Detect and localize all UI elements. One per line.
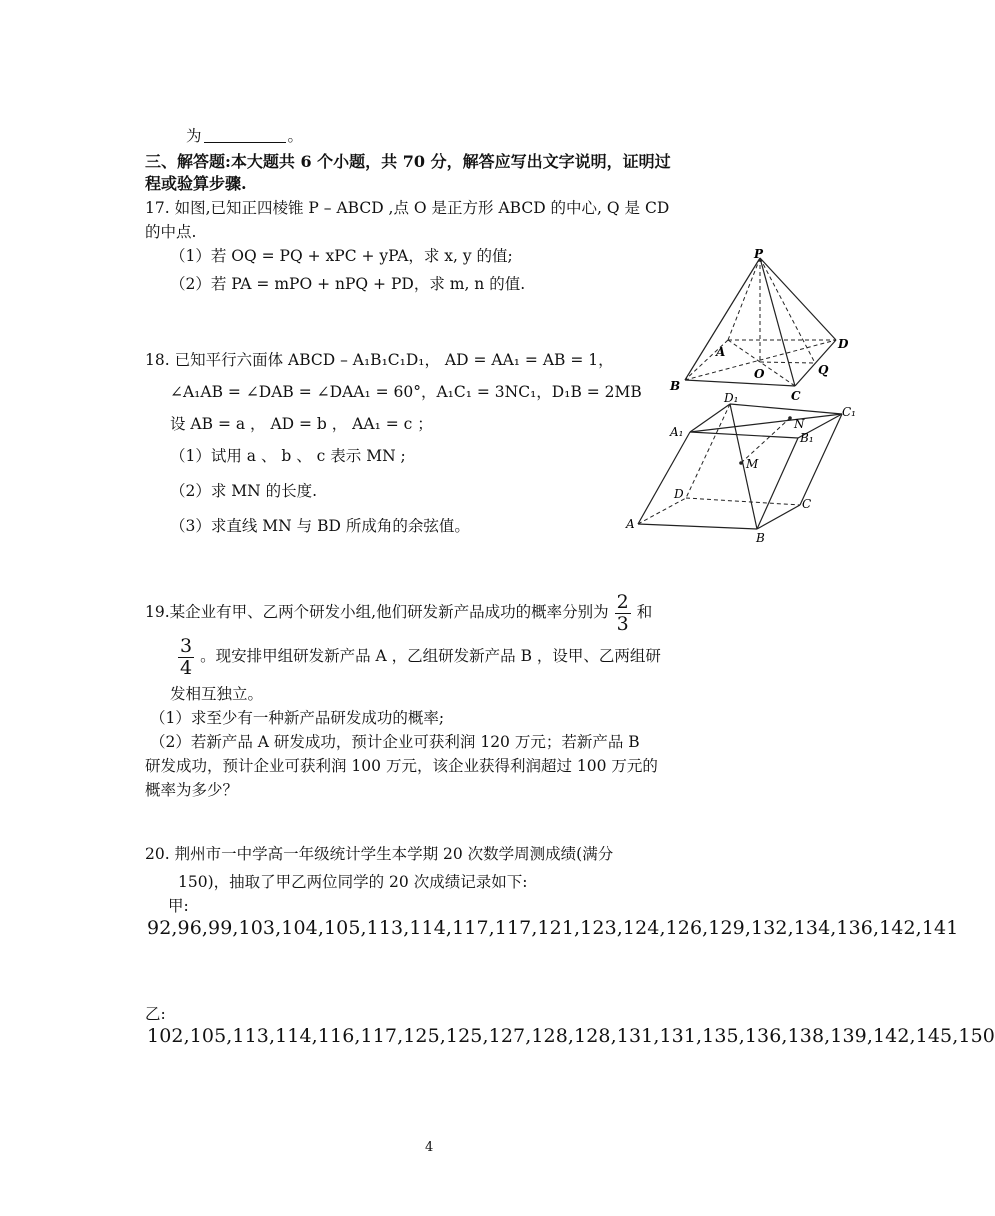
q17-part1: （1）若 OQ = PQ + xPC + yPA，求 x, y 的值; [170,247,513,265]
label-B1: B₁ [800,431,814,445]
page-number: 4 [425,1140,434,1155]
pyramid-figure [660,244,860,404]
label-D: D [838,337,849,351]
denominator: 4 [180,656,193,679]
q20-stem: 20. 荆州市一中学高一年级统计学生本学期 20 次数学周测成绩(满分 [145,845,614,863]
q19-stem-cont [170,634,661,679]
label-B: B [670,379,681,393]
text: 。现安排甲组研发新产品 A ，乙组研发新产品 B ，设甲、乙两组研 [200,647,661,665]
numerator: 2 [616,590,629,613]
jia-scores: 92,96,99,103,104,105,113,114,117,117,121,123,124,126,129,132,134,136,142,141 [147,917,959,939]
text: 和 [636,603,653,621]
denominator: 3 [616,612,629,635]
q18-part2: （2）求 MN 的长度. [170,482,318,500]
q19-part2: （2）若新产品 A 研发成功，预计企业可获利润 120 万元；若新产品 B [150,733,640,751]
label-C1: C₁ [842,405,856,419]
section-heading-cont: 程或验算步骤. [145,174,247,193]
label-O: O [754,367,765,381]
section-heading: 三、解答题:本大题共 6 个小题，共 70 分，解答应写出文字说明，证明过 [145,152,671,171]
numerator: 3 [180,634,193,657]
label-D: D [674,487,684,501]
q17-stem: 17. 如图,已知正四棱锥 P – ABCD ,点 O 是正方形 ABCD 的中心, Q 是 CD [145,199,670,217]
q17-stem-cont: 的中点. [145,223,197,241]
q18-vectors: 设 AB = a ， AD = b ， AA₁ = c ； [170,415,433,433]
fraction-two-thirds [615,592,631,635]
q20-stem-cont: 150)，抽取了甲乙两位同学的 20 次成绩记录如下: [178,873,528,891]
q17-part2: （2）若 PA = mPO + nPQ + PD，求 m, n 的值. [170,275,526,293]
q19-stem [145,590,652,635]
label-A: A [626,517,635,531]
q18-part3: （3）求直线 MN 与 BD 所成角的余弦值。 [170,517,470,535]
label-C: C [802,497,812,511]
point-M [739,461,743,465]
q18-conditions: ∠A₁AB = ∠DAB = ∠DAA₁ = 60°，A₁C₁ = 3NC₁，D₁B = 2MB [170,383,642,401]
text: 为 [186,127,202,145]
q19-part2-cont2: 概率为多少？ [145,781,239,799]
q19-stem-cont2: 发相互独立。 [170,685,264,703]
label-C: C [791,389,801,403]
label-P: P [754,247,764,261]
label-M: M [746,457,759,471]
label-D1: D₁ [724,391,739,405]
fraction-three-quarters [178,636,194,679]
text: 。 [287,127,304,145]
yi-scores: 102,105,113,114,116,117,125,125,127,128,128,131,131,135,136,138,139,142,145,150 [147,1025,995,1047]
label-Q: Q [818,363,829,377]
point-N [788,416,792,420]
text: 19.某企业有甲、乙两个研发小组,他们研发新产品成功的概率分别为 [145,603,609,621]
label-B: B [756,531,765,545]
label-A: A [716,345,726,359]
label-N: N [794,417,805,431]
q18-part1: （1）试用 a 、 b 、 c 表示 MN ; [170,447,406,465]
label-A1: A₁ [670,425,684,439]
answer-blank [204,128,286,143]
q19-part2-cont: 研发成功，预计企业可获利润 100 万元，该企业获得利润超过 100 万元的 [145,757,658,775]
q19-part1: （1）求至少有一种新产品研发成功的概率; [150,709,445,727]
fill-blank-line [186,126,303,146]
jia-label: 甲: [168,897,189,915]
q18-stem: 18. 已知平行六面体 ABCD – A₁B₁C₁D₁， AD = AA₁ = AB = 1， [145,351,614,369]
parallelepiped-figure [620,391,860,545]
yi-label: 乙: [145,1005,166,1023]
